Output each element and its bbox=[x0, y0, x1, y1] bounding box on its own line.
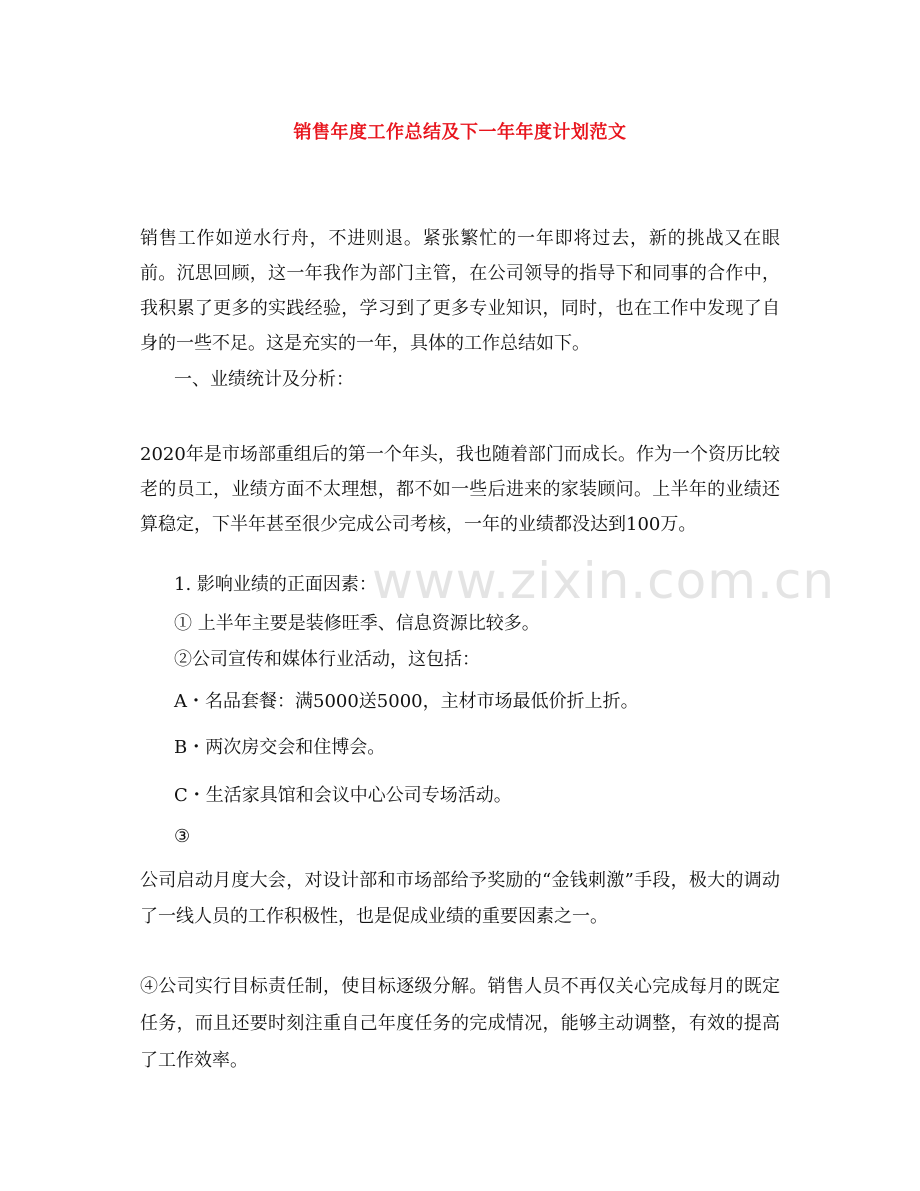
item-c: C・生活家具馆和会议中心公司专场活动。 bbox=[174, 785, 512, 806]
intro-paragraph: 销售工作如逆水行舟，不进则退。紧张繁忙的一年即将过去，新的挑战又在眼前。沉思回顾，这一年我作为部门主管，在公司领导的指导下和同事的合作中，我积累了更多的实践经验，学习到了更多专业知识，同时，也在工作中发现了自身的一些不足。这是充实的一年，具体的工作总结如下。 bbox=[140, 228, 780, 354]
item-a: A・名品套餐：满5000送5000，主材市场最低价折上折。 bbox=[174, 691, 639, 712]
section-heading: 一、业绩统计及分析： bbox=[174, 369, 354, 390]
item-b: B・两次房交会和住博会。 bbox=[174, 737, 386, 758]
factor-3-marker: ③ bbox=[174, 826, 191, 847]
performance-paragraph: 2020年是市场部重组后的第一个年头，我也随着部门而成长。作为一个资历比较老的员工，业绩方面不太理想，都不如一些后进来的家装顾问。上半年的业绩还算稳定，下半年甚至很少完成公司考核，一年的业绩都没达到100万。 bbox=[140, 444, 780, 535]
factor-2: ②公司宣传和媒体行业活动，这包括： bbox=[174, 649, 480, 670]
document-title: 销售年度工作总结及下一年年度计划范文 bbox=[293, 122, 627, 143]
watermark: www.zixin.com.cn bbox=[372, 552, 836, 610]
factor-1: ① 上半年主要是装修旺季、信息资源比较多。 bbox=[174, 613, 540, 634]
factor-4: ④公司实行目标责任制，使目标逐级分解。销售人员不再仅关心完成每月的既定任务，而且还要时刻注重自己年度任务的完成情况，能够主动调整，有效的提高了工作效率。 bbox=[140, 976, 780, 1071]
factor-3-text: 公司启动月度大会，对设计部和市场部给予奖励的“金钱刺激”手段，极大的调动了一线人员的工作积极性，也是促成业绩的重要因素之一。 bbox=[140, 870, 780, 927]
factors-heading: 1. 影响业绩的正面因素： bbox=[174, 574, 377, 595]
